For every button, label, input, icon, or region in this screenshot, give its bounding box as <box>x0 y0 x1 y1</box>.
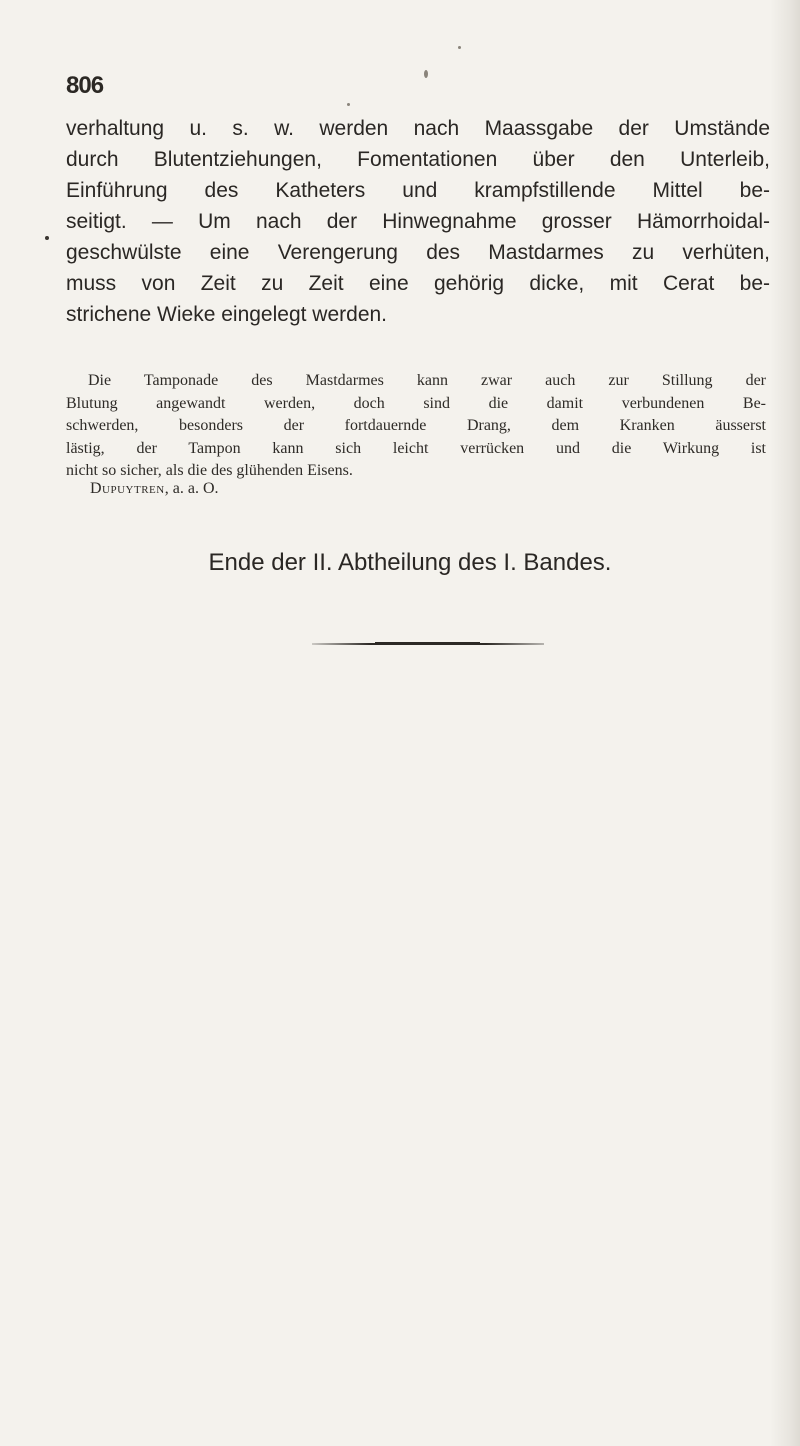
closing-rule-center <box>375 642 480 645</box>
page-number: 806 <box>66 72 104 99</box>
main-line: strichene Wieke eingelegt werden. <box>66 303 388 326</box>
paper-speck <box>424 70 428 78</box>
citation <box>90 480 219 498</box>
paper-speck <box>347 103 350 106</box>
citation-reference: , a. a. O. <box>164 480 219 497</box>
margin-mark <box>45 236 49 240</box>
main-line: geschwülste eine Verengerung des Mastdarmes zu verhüten, <box>66 241 770 264</box>
main-line: muss von Zeit zu Zeit eine gehörig dicke, mit Cerat be- <box>66 272 770 295</box>
citation-author: Dupuytren <box>90 480 165 497</box>
note-line: lästig, der Tampon kann sich leicht verrücken und die Wirkung ist <box>66 439 766 457</box>
ending-line <box>0 549 800 577</box>
note-line: Die Tamponade des Mastdarmes kann zwar auch zur Stillung der <box>88 372 766 389</box>
main-line: durch Blutentziehungen, Fomentationen über den Unterleib, <box>66 148 770 171</box>
note-paragraph <box>66 370 766 483</box>
note-line: nicht so sicher, als die des glühenden Eisens. <box>66 462 353 479</box>
ending-text: Ende der II. Abtheilung des I. Bandes. <box>208 549 612 576</box>
paper-speck <box>458 46 461 49</box>
note-line: schwerden, besonders der fortdauernde Drang, dem Kranken äusserst <box>66 417 766 434</box>
note-line: Blutung angewandt werden, doch sind die damit verbundenen Be- <box>66 394 766 412</box>
main-line: Einführung des Katheters und krampfstillende Mittel be- <box>66 179 770 202</box>
main-line: seitigt. — Um nach der Hinwegnahme grosser Hämorrhoidal- <box>66 210 770 233</box>
main-paragraph <box>66 113 770 330</box>
main-line: verhaltung u. s. w. werden nach Maassgabe der Umstände <box>66 117 770 140</box>
